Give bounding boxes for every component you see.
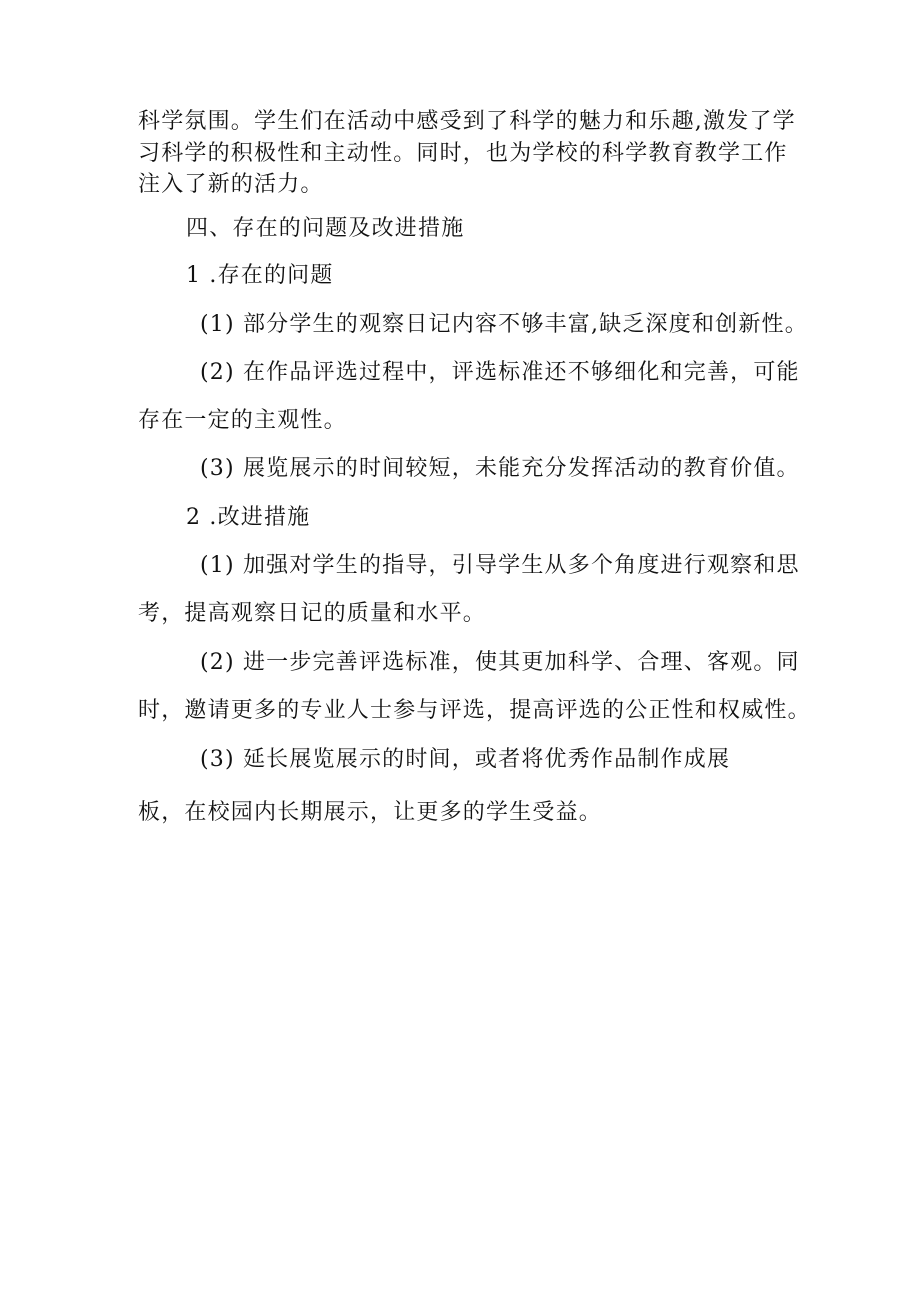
paragraph-line: 习科学的积极性和主动性。同时，也为学校的科学教育教学工作 — [138, 141, 788, 166]
paragraph-line: 科学氛围。学生们在活动中感受到了科学的魅力和乐趣,激发了学 — [138, 109, 796, 134]
list-item: (2) 在作品评选过程中，评选标准还不够细化和完善，可能 — [200, 360, 800, 385]
list-item: (1) 加强对学生的指导，引导学生从多个角度进行观察和思 — [200, 553, 800, 578]
list-item: (3) 展览展示的时间较短，未能充分发挥活动的教育价值。 — [200, 456, 800, 481]
list-item-continuation: 考，提高观察日记的质量和水平。 — [138, 601, 487, 626]
list-item: (1) 部分学生的观察日记内容不够丰富,缺乏深度和创新性。 — [200, 312, 808, 337]
list-item-continuation: 存在一定的主观性。 — [138, 408, 347, 433]
section-heading: 四、存在的问题及改进措施 — [186, 216, 465, 241]
subsection-heading: 1 .存在的问题 — [186, 263, 334, 288]
paragraph-line: 注入了新的活力。 — [138, 172, 324, 197]
list-item: (2) 进一步完善评选标准，使其更加科学、合理、客观。同 — [200, 650, 800, 675]
list-item-continuation: 时，邀请更多的专业人士参与评选，提高评选的公正性和权威性。 — [138, 698, 811, 723]
subsection-heading: 2 .改进措施 — [186, 505, 311, 530]
list-item: (3) 延长展览展示的时间，或者将优秀作品制作成展 — [200, 747, 731, 772]
list-item-continuation: 板，在校园内长期展示，让更多的学生受益。 — [138, 800, 603, 825]
